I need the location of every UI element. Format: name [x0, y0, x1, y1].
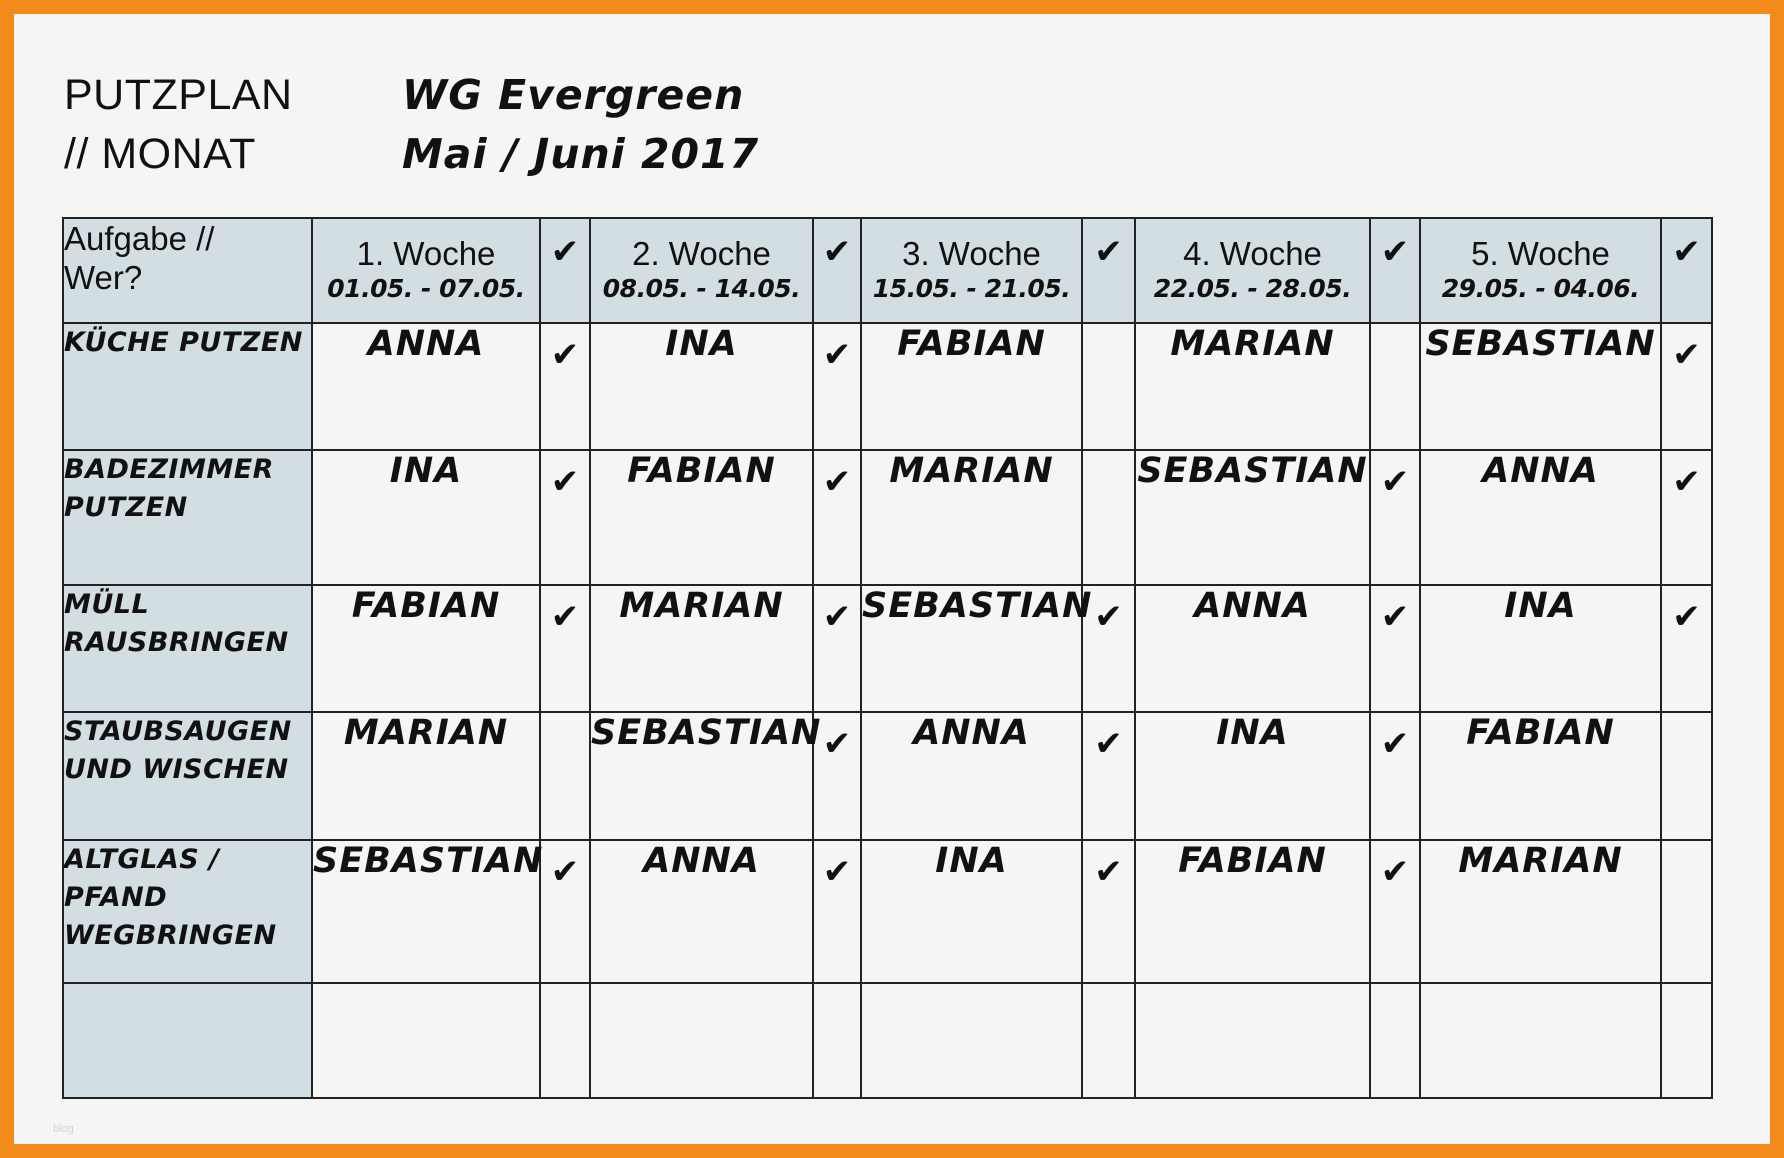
assignee-cell: ANNA — [1420, 450, 1661, 584]
check-cell — [540, 585, 590, 712]
table-row — [63, 585, 1712, 712]
assignee-cell: SEBASTIAN — [590, 712, 813, 840]
plan-period: Mai / Juni 2017 — [402, 130, 760, 178]
assignee-cell: FABIAN — [312, 585, 540, 712]
week-1-header — [312, 218, 540, 323]
week-label: 4. Woche — [1183, 235, 1322, 272]
assignee-cell: MARIAN — [1420, 840, 1661, 982]
check-cell — [1661, 585, 1712, 712]
checkmark-icon: ✔ — [822, 724, 852, 764]
checkmark-icon — [1083, 451, 1134, 465]
task-header-line-1: Aufgabe // — [64, 220, 215, 257]
check-cell — [1661, 323, 1712, 450]
table-row — [63, 323, 1712, 450]
empty-cell — [1661, 983, 1712, 1098]
checkmark-icon: ✔ — [1380, 232, 1410, 272]
checkmark-icon: ✔ — [550, 232, 580, 272]
check-cell — [813, 840, 861, 982]
table-row — [63, 712, 1712, 840]
assignee-cell: SEBASTIAN — [312, 840, 540, 982]
assignee-cell: MARIAN — [1135, 323, 1370, 450]
week-4-header — [1135, 218, 1370, 323]
check-cell — [1661, 840, 1712, 982]
week-dates: 15.05. - 21.05. — [872, 274, 1071, 303]
task-cell: MÜLL RAUSBRINGEN — [63, 585, 312, 712]
week-2-header — [590, 218, 813, 323]
assignee-cell: INA — [1420, 585, 1661, 712]
week-dates: 01.05. - 07.05. — [327, 274, 525, 303]
checkmark-icon: ✔ — [550, 596, 580, 637]
check-cell — [540, 840, 590, 982]
assignee-cell: INA — [312, 450, 540, 584]
checkmark-icon — [1662, 713, 1711, 727]
empty-cell — [1135, 983, 1370, 1098]
assignee-cell: FABIAN — [1420, 712, 1661, 840]
check-cell — [813, 585, 861, 712]
checkmark-icon: ✔ — [822, 462, 852, 503]
task-column-header — [63, 218, 312, 323]
check-cell — [813, 450, 861, 584]
checkmark-icon: ✔ — [1094, 232, 1123, 272]
checkmark-icon: ✔ — [822, 232, 852, 272]
week-label: 1. Woche — [356, 235, 496, 272]
assignee-cell: INA — [861, 840, 1082, 982]
assignee-cell: SEBASTIAN — [1420, 323, 1661, 450]
checkmark-icon: ✔ — [1380, 852, 1410, 893]
assignee-cell: INA — [590, 323, 813, 450]
checkmark-icon: ✔ — [1380, 596, 1410, 637]
checkmark-icon: ✔ — [1094, 852, 1123, 893]
checkmark-icon — [1662, 841, 1711, 855]
checkmark-icon: ✔ — [550, 462, 580, 503]
week-label: 5. Woche — [1471, 235, 1610, 272]
assignee-cell: FABIAN — [590, 450, 813, 584]
empty-task-cell — [63, 983, 312, 1098]
assignee-cell: INA — [1135, 712, 1370, 840]
check-cell — [1370, 585, 1420, 712]
empty-cell — [1082, 983, 1135, 1098]
week-2-check-header — [813, 218, 861, 323]
check-cell — [540, 712, 590, 840]
empty-cell — [312, 983, 540, 1098]
week-dates: 29.05. - 04.06. — [1441, 274, 1640, 303]
assignee-cell: SEBASTIAN — [1135, 450, 1370, 584]
check-cell — [1082, 450, 1135, 584]
check-cell — [813, 323, 861, 450]
checkmark-icon: ✔ — [1672, 462, 1701, 503]
check-cell — [1661, 712, 1712, 840]
week-3-check-header — [1082, 218, 1135, 323]
plan-title — [64, 66, 293, 184]
check-cell — [1370, 712, 1420, 840]
assignee-cell: MARIAN — [590, 585, 813, 712]
assignee-cell: MARIAN — [861, 450, 1082, 584]
plan-subtitle — [402, 66, 759, 184]
empty-cell — [1420, 983, 1661, 1098]
checkmark-icon: ✔ — [822, 596, 852, 637]
week-label: 3. Woche — [902, 235, 1041, 272]
week-3-header — [861, 218, 1082, 323]
week-1-check-header — [540, 218, 590, 323]
checkmark-icon: ✔ — [1380, 724, 1410, 764]
task-header-line-2: Wer? — [64, 259, 143, 296]
cleaning-schedule-table — [62, 217, 1713, 1099]
empty-cell — [813, 983, 861, 1098]
task-cell: STAUBSAUGEN UND WISCHEN — [63, 712, 312, 840]
check-cell — [1370, 323, 1420, 450]
wg-name: WG Evergreen — [402, 71, 745, 119]
checkmark-icon: ✔ — [550, 852, 580, 893]
check-cell — [540, 323, 590, 450]
checkmark-icon: ✔ — [1380, 462, 1410, 503]
week-4-check-header — [1370, 218, 1420, 323]
empty-cell — [540, 983, 590, 1098]
checkmark-icon: ✔ — [822, 852, 852, 893]
assignee-cell: MARIAN — [312, 712, 540, 840]
checkmark-icon: ✔ — [550, 335, 580, 375]
week-label: 2. Woche — [632, 235, 771, 272]
assignee-cell: ANNA — [1135, 585, 1370, 712]
week-dates: 22.05. - 28.05. — [1153, 274, 1352, 303]
check-cell — [1082, 712, 1135, 840]
plan-sheet — [14, 14, 1770, 1144]
check-cell — [1370, 450, 1420, 584]
watermark: blog — [53, 1123, 74, 1135]
assignee-cell: ANNA — [590, 840, 813, 982]
task-cell: KÜCHE PUTZEN — [63, 323, 312, 450]
header-row — [63, 218, 1712, 323]
assignee-cell: ANNA — [861, 712, 1082, 840]
checkmark-icon: ✔ — [1672, 335, 1701, 375]
check-cell — [1370, 840, 1420, 982]
check-cell — [1661, 450, 1712, 584]
week-5-check-header — [1661, 218, 1712, 323]
week-dates: 08.05. - 14.05. — [602, 274, 801, 303]
title-line-2: // MONAT — [64, 130, 256, 178]
checkmark-icon — [1083, 324, 1134, 338]
checkmark-icon: ✔ — [1094, 596, 1123, 637]
assignee-cell: SEBASTIAN — [861, 585, 1082, 712]
checkmark-icon: ✔ — [1672, 596, 1701, 637]
empty-cell — [590, 983, 813, 1098]
check-cell — [540, 450, 590, 584]
title-line-1: PUTZPLAN — [64, 71, 293, 119]
task-cell: BADEZIMMER PUTZEN — [63, 450, 312, 584]
table-row — [63, 840, 1712, 982]
table-row — [63, 450, 1712, 584]
week-5-header — [1420, 218, 1661, 323]
task-cell: ALTGLAS / PFAND WEGBRINGEN — [63, 840, 312, 982]
check-cell — [1082, 840, 1135, 982]
assignee-cell: ANNA — [312, 323, 540, 450]
checkmark-icon: ✔ — [1672, 232, 1701, 272]
checkmark-icon: ✔ — [822, 335, 852, 375]
assignee-cell: FABIAN — [861, 323, 1082, 450]
checkmark-icon — [1371, 324, 1419, 338]
checkmark-icon — [541, 713, 589, 727]
empty-table-row — [63, 983, 1712, 1098]
empty-cell — [1370, 983, 1420, 1098]
check-cell — [1082, 323, 1135, 450]
assignee-cell: FABIAN — [1135, 840, 1370, 982]
checkmark-icon: ✔ — [1094, 724, 1123, 764]
empty-cell — [861, 983, 1082, 1098]
